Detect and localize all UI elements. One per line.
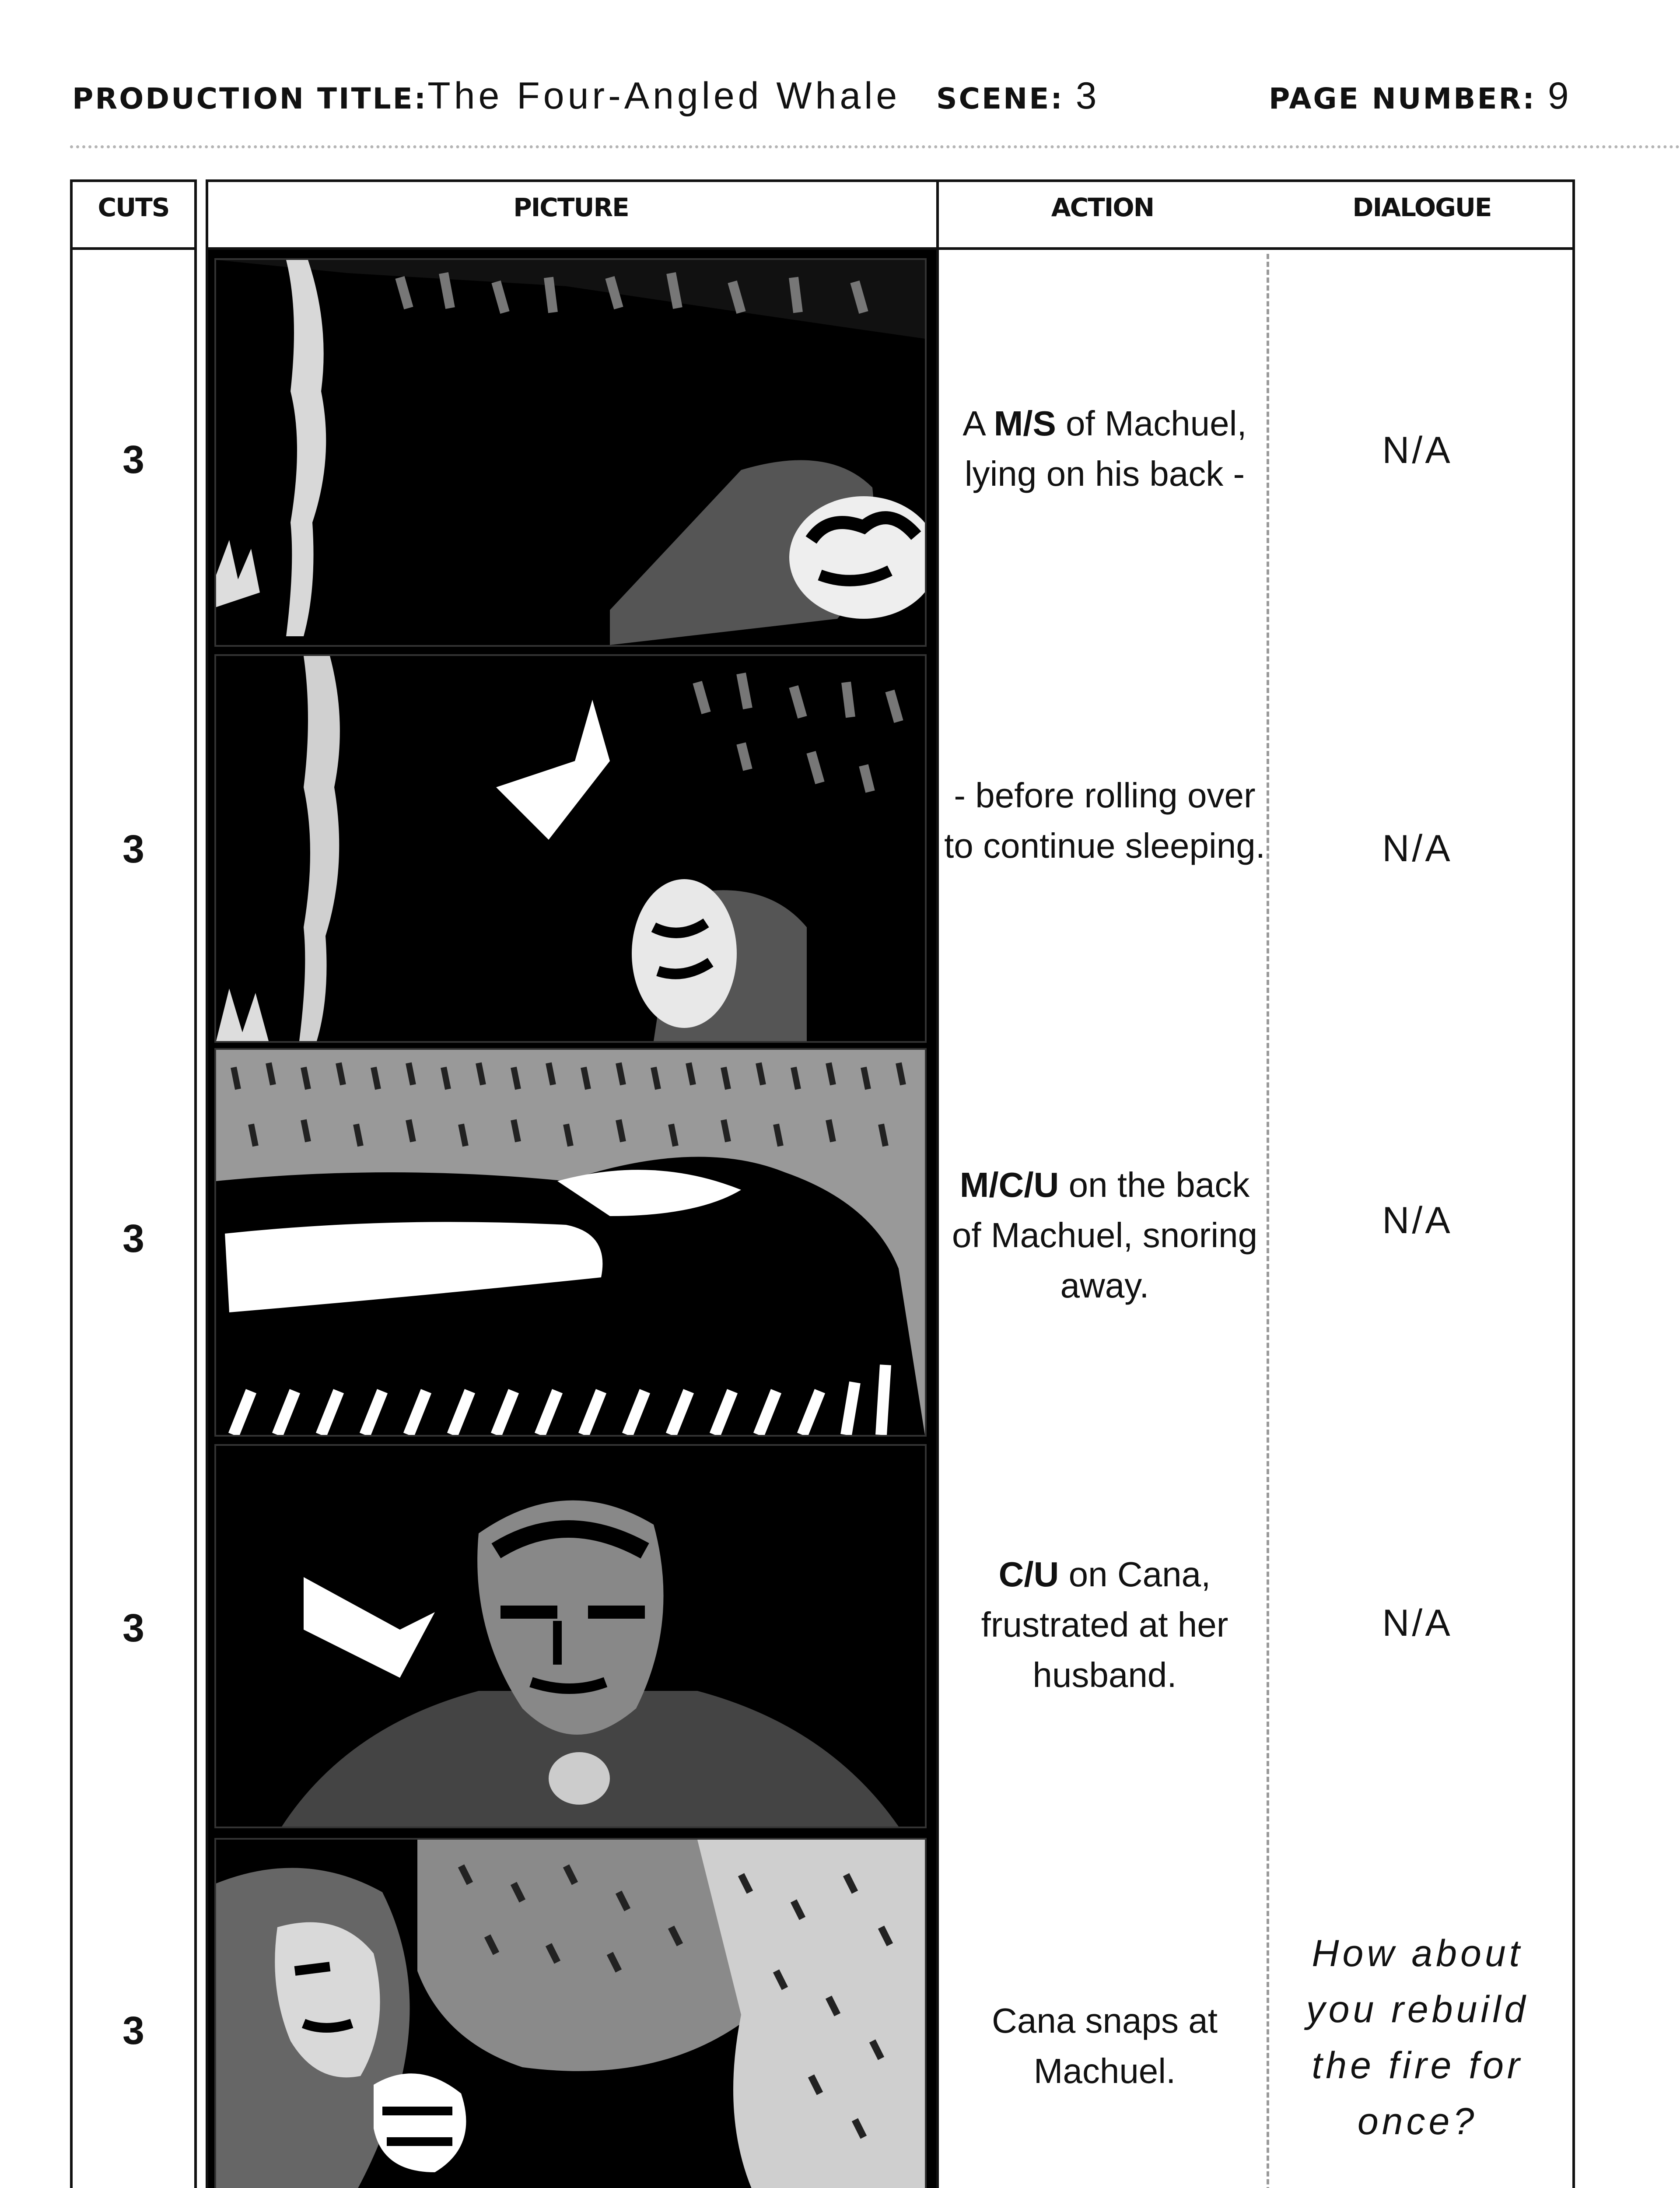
production-title-field [72, 74, 900, 118]
cut-number: 3 [122, 2009, 145, 2053]
storyboard-frame-1 [214, 258, 927, 647]
action-text-pre: - before rolling over to continue sleeping. [944, 776, 1265, 865]
scene-label: SCENE: [936, 82, 1064, 116]
cut-number: 3 [122, 828, 145, 871]
storyboard-frame-2 [214, 654, 927, 1043]
action-text-pre: A [962, 404, 994, 443]
cut-number: 3 [122, 1217, 145, 1261]
action-text-post: on Cana, frustrated at her husband. [981, 1555, 1228, 1694]
storyboard-frame-5 [214, 1838, 927, 2188]
scene-field [936, 74, 1100, 118]
scene-value: 3 [1075, 75, 1100, 117]
column-header-dialogue: DIALOGUE [1352, 193, 1491, 222]
page-number-value: 9 [1547, 75, 1572, 117]
page-number-field [1269, 74, 1572, 118]
dialogue-text: How about you rebuild the fire for once? [1306, 1932, 1529, 2142]
action-text [941, 770, 1269, 871]
cut-number: 3 [122, 1606, 145, 1650]
action-text [941, 1995, 1269, 2096]
cut-number: 3 [122, 438, 145, 482]
action-text [941, 1160, 1269, 1311]
column-header-action: ACTION [1051, 193, 1154, 222]
shot-type: C/U [998, 1555, 1059, 1594]
storyboard-frame-3 [214, 1048, 927, 1437]
sketch-machuel-rolling-over [216, 656, 925, 1041]
storyboard-frame-4 [214, 1444, 927, 1828]
action-text-post: on the back of Machuel, snoring away. [952, 1165, 1258, 1305]
shot-type: M/C/U [959, 1165, 1059, 1204]
shot-type: M/S [994, 404, 1056, 443]
dialogue-text: N/A [1382, 1199, 1453, 1241]
action-text [941, 398, 1269, 499]
action-text [941, 1549, 1269, 1700]
action-text-pre: Cana snaps at Machuel. [992, 2001, 1218, 2090]
column-header-cuts: CUTS [98, 193, 169, 222]
action-text-post: of Machuel, lying on his back - [964, 404, 1247, 493]
column-header-picture: PICTURE [513, 193, 629, 222]
sketch-cana-snaps [216, 1840, 925, 2188]
picture-column-right-edge [936, 247, 939, 2188]
sketch-cana-frustrated [216, 1446, 925, 1827]
dialogue-text: N/A [1382, 1602, 1453, 1644]
header-divider [70, 145, 1680, 148]
sketch-machuel-on-back [216, 260, 925, 645]
cuts-header-rule [70, 247, 197, 250]
page-number-label: PAGE NUMBER: [1269, 82, 1536, 116]
dialogue-text: N/A [1382, 429, 1453, 471]
production-title-label: PRODUCTION TITLE: [72, 82, 428, 116]
production-title-value: The Four-Angled Whale [427, 75, 901, 117]
sketch-machuel-back-snoring [216, 1050, 925, 1435]
dialogue-text: N/A [1382, 828, 1453, 870]
